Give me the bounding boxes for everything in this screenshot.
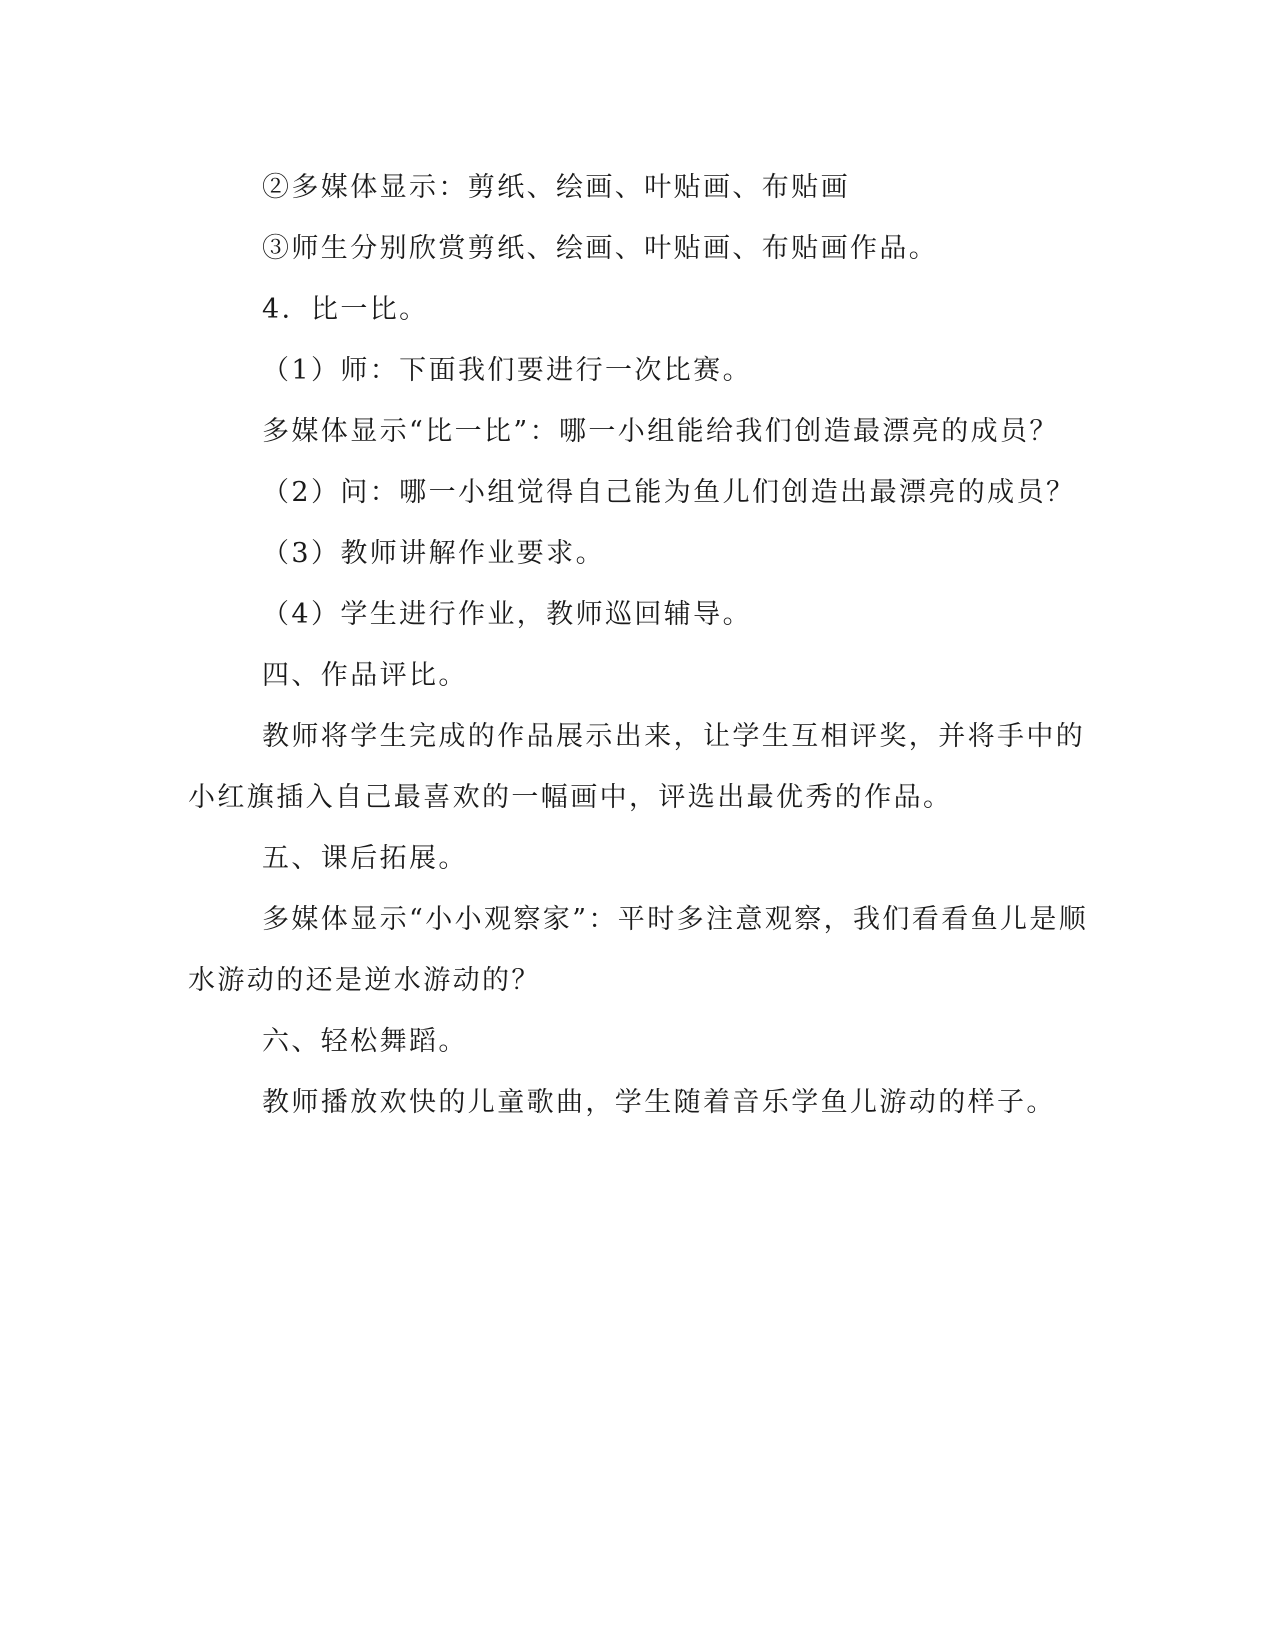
section-heading: 4．比一比。 xyxy=(262,294,429,325)
paragraph-line: （3）教师讲解作业要求。 xyxy=(262,538,605,569)
paragraph-line: 教师将学生完成的作品展示出来，让学生互相评奖，并将手中的 xyxy=(262,721,1086,752)
paragraph-line: （2）问：哪一小组觉得自己能为鱼儿们创造出最漂亮的成员？ xyxy=(262,477,1076,508)
paragraph-line: （4）学生进行作业，教师巡回辅导。 xyxy=(262,599,752,630)
paragraph-line: 教师播放欢快的儿童歌曲，学生随着音乐学鱼儿游动的样子。 xyxy=(262,1087,1056,1118)
paragraph-line: 多媒体显示“小小观察家”：平时多注意观察，我们看看鱼儿是顺 xyxy=(262,904,1089,935)
section-heading: 六、轻松舞蹈。 xyxy=(262,1026,468,1057)
section-heading: 五、课后拓展。 xyxy=(262,843,468,874)
paragraph-line: 水游动的还是逆水游动的？ xyxy=(188,965,541,996)
paragraph-line: ③师生分别欣赏剪纸、绘画、叶贴画、布贴画作品。 xyxy=(262,233,939,264)
section-heading: 四、作品评比。 xyxy=(262,660,468,691)
paragraph-line: 小红旗插入自己最喜欢的一幅画中，评选出最优秀的作品。 xyxy=(188,782,953,813)
paragraph-line: ②多媒体显示：剪纸、绘画、叶贴画、布贴画 xyxy=(262,172,850,203)
paragraph-line: （1）师：下面我们要进行一次比赛。 xyxy=(262,355,752,386)
paragraph-line: 多媒体显示“比一比”：哪一小组能给我们创造最漂亮的成员？ xyxy=(262,416,1059,447)
